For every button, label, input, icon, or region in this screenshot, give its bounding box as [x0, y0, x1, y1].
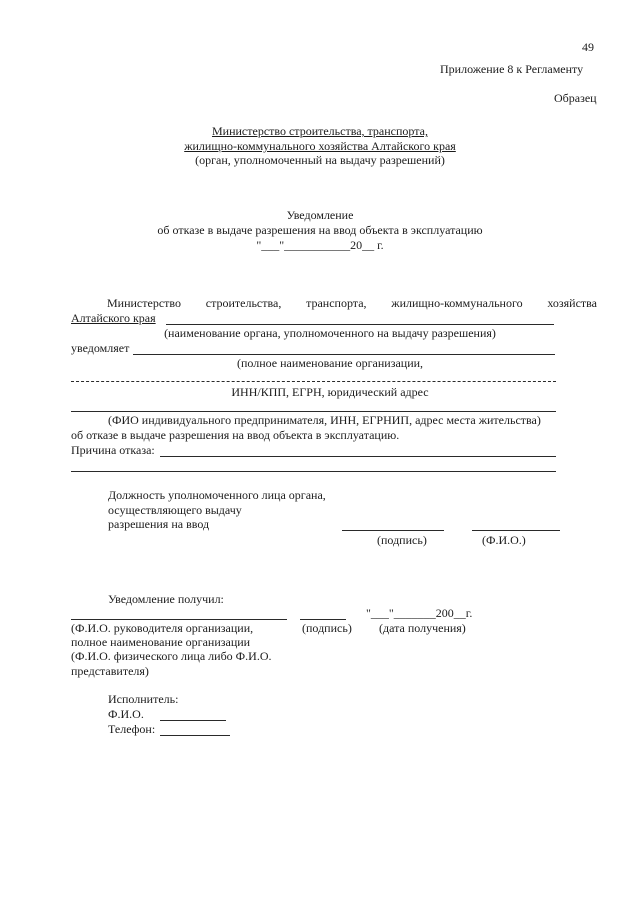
official-signature-line: [342, 530, 444, 531]
executor-phone-label: Телефон:: [108, 722, 156, 736]
authority-caption: (орган, уполномоченный на выдачу разрешений): [195, 153, 445, 167]
authority-name-line1: Министерство строительства, транспорта,: [211, 124, 428, 138]
page-number: 49: [582, 40, 594, 54]
received-date-caption: (дата получения): [379, 621, 466, 635]
official-signature-caption: (подпись): [377, 533, 427, 547]
entrepreneur-line: [71, 411, 556, 412]
appendix-label: Приложение 8 к Регламенту: [440, 62, 584, 76]
official-fio-caption: (Ф.И.О.): [482, 533, 526, 547]
recipient-caption-1: (Ф.И.О. руководителя организации,: [71, 621, 254, 635]
ministry-word: транспорта,: [306, 296, 367, 310]
recipient-signature-caption: (подпись): [302, 621, 352, 635]
ministry-line: [107, 296, 597, 310]
recipient-caption-4: представителя): [71, 664, 149, 678]
inn-caption: ИНН/КПП, ЕГРН, юридический адрес: [231, 385, 429, 399]
organization-line-2: [71, 381, 556, 382]
authority-name-line2: жилищно-коммунального хозяйства Алтайского края: [184, 139, 456, 153]
entrepreneur-caption: (ФИО индивидуального предпринимателя, ИНН, ЕГРНИП, адрес места жительства): [108, 413, 541, 427]
document-subtitle: об отказе в выдаче разрешения на ввод объекта в эксплуатацию: [157, 223, 483, 237]
recipient-signature-line: [300, 619, 346, 620]
sample-label: Образец: [554, 91, 597, 105]
reason-label: Причина отказа:: [71, 443, 155, 457]
recipient-caption-2: полное наименование организации: [71, 635, 251, 649]
ministry-word: хозяйства: [547, 296, 597, 310]
recipient-name-line: [71, 619, 287, 620]
official-position-line1: Должность уполномоченного лица органа,: [108, 488, 326, 502]
reason-line-1: [160, 456, 556, 457]
official-position-line3: разрешения на ввод: [108, 517, 210, 531]
document-date: "___"___________20__ г.: [256, 238, 384, 252]
ministry-word: Министерство: [107, 296, 181, 310]
organization-line: [133, 354, 555, 355]
org-name-caption: (полное наименование организации,: [236, 356, 424, 370]
received-label: Уведомление получил:: [108, 592, 224, 606]
received-date: "___"_______200__г.: [366, 606, 473, 620]
executor-phone-line: [160, 735, 230, 736]
official-fio-line: [472, 530, 560, 531]
reason-line-2: [71, 471, 556, 472]
ministry-word: жилищно-коммунального: [391, 296, 523, 310]
recipient-caption-3: (Ф.И.О. физического лица либо Ф.И.О.: [71, 649, 272, 663]
official-position-line2: осуществляющего выдачу: [108, 503, 242, 517]
executor-fio-label: Ф.И.О.: [108, 707, 144, 721]
ministry-continuation: Алтайского края: [71, 311, 156, 325]
refusal-text: об отказе в выдаче разрешения на ввод объекта в эксплуатацию.: [71, 428, 400, 442]
executor-fio-line: [160, 720, 226, 721]
organ-name-line: [166, 324, 554, 325]
notifies-label: уведомляет: [71, 341, 130, 355]
ministry-word: строительства,: [205, 296, 282, 310]
document-title: Уведомление: [286, 208, 354, 222]
organ-caption: (наименование органа, уполномоченного на выдачу разрешения): [164, 326, 496, 340]
executor-label: Исполнитель:: [108, 692, 179, 706]
